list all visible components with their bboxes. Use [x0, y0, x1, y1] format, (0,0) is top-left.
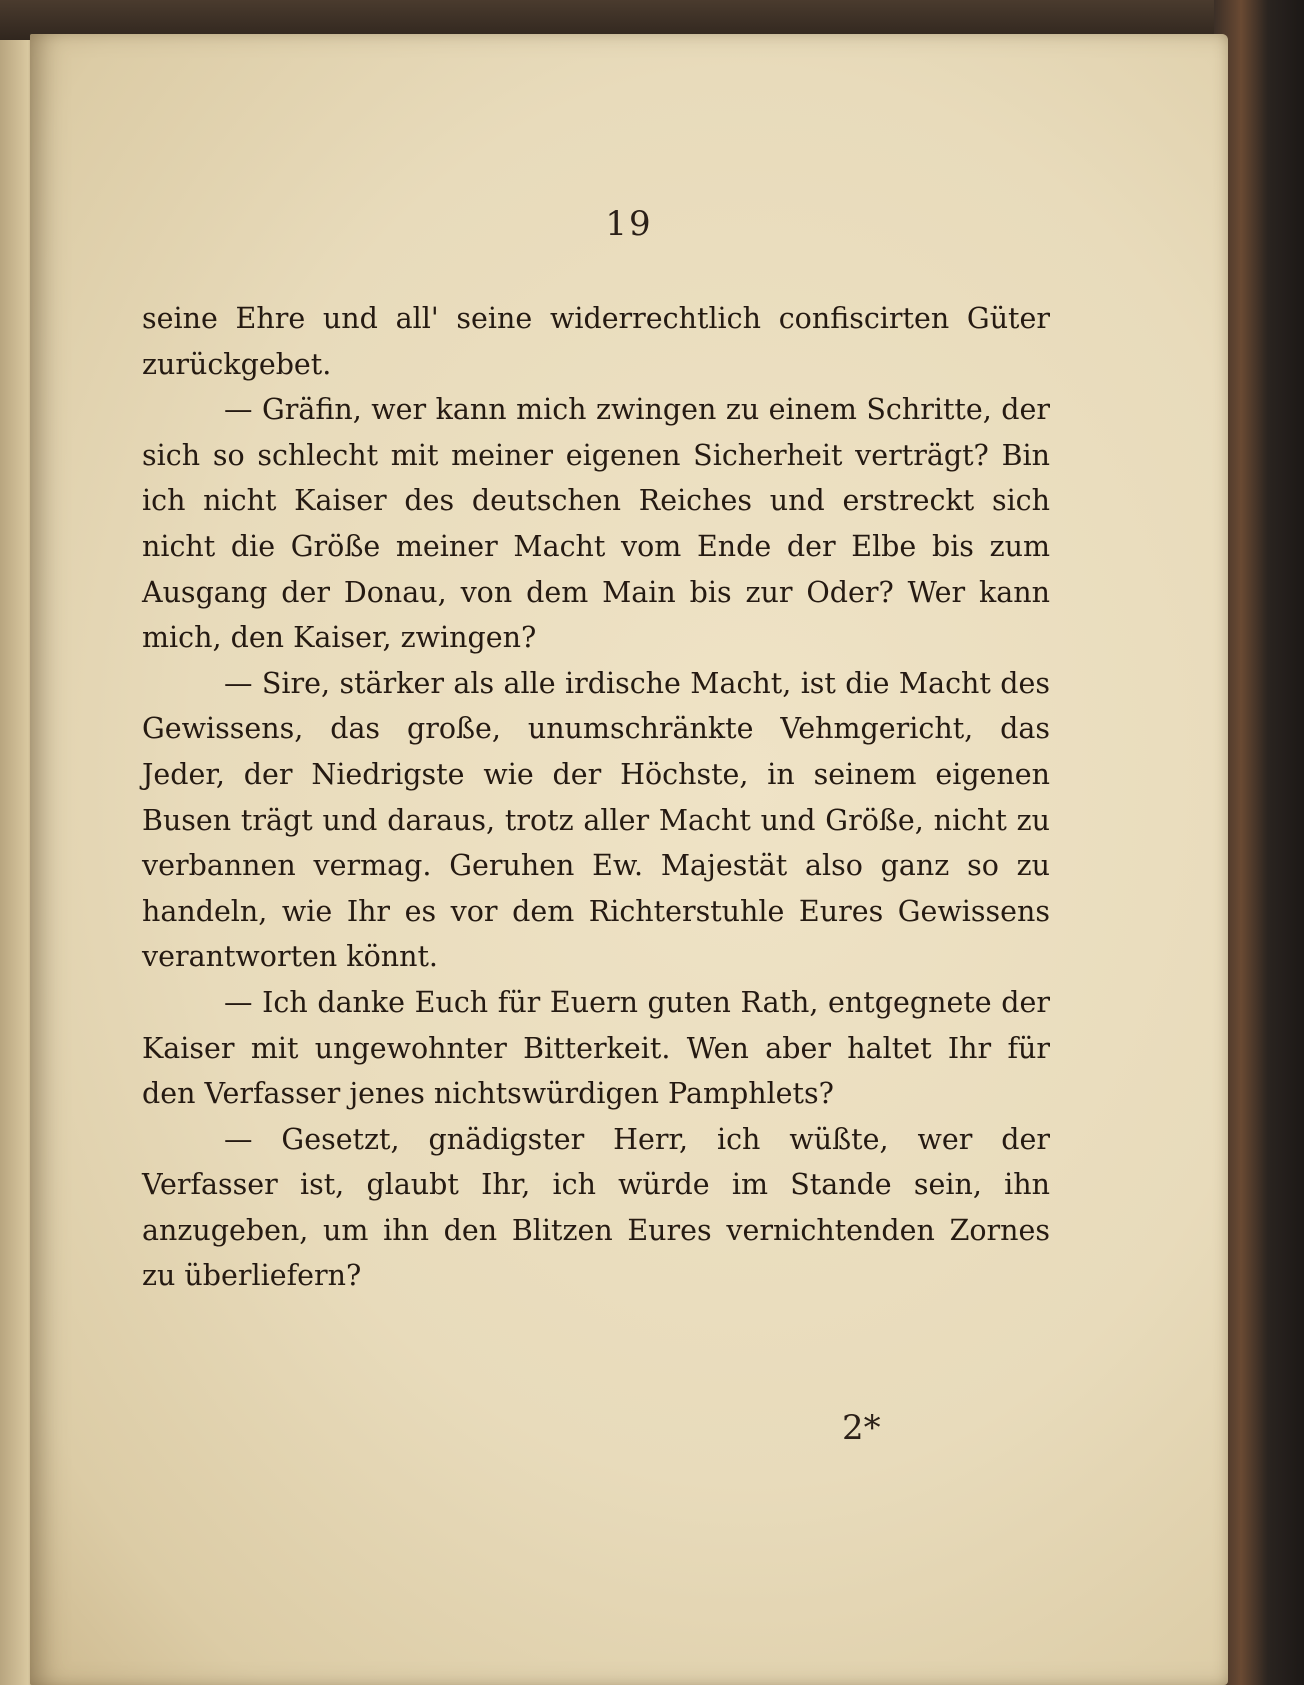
paragraph-1: seine Ehre und all' seine widerrechtlich confiscirten Güter zurückgebet.	[142, 302, 1050, 381]
paragraph-5: — Gesetzt, gnädigster Herr, ich wüßte, wer der Verfasser ist, glaubt Ihr, ich würde im Stande sein, ihn anzugeben, um ihn den Blitzen Eures vernichtenden Zornes zu überliefern?	[142, 1122, 1050, 1293]
book-page	[30, 34, 1228, 1685]
page-body-text	[142, 296, 1050, 1299]
paragraph-2: — Gräfin, wer kann mich zwingen zu einem Schritte, der sich so schlecht mit meiner eigenen Sicherheit verträgt? Bin ich nicht Kaiser des deutschen Reiches und erstreckt sich nicht die Größe meiner Macht vom Ende der Elbe bis zum Ausgang der Donau, von dem Main bis zur Oder? Wer kann mich, den Kaiser, zwingen?	[142, 393, 1050, 655]
signature-mark: 2*	[842, 1408, 881, 1448]
paragraph-3: — Sire, stärker als alle irdische Macht, ist die Macht des Gewissens, das große, unumschränkte Vehmgericht, das Jeder, der Niedrigste wie der Höchste, in seinem eigenen Busen trägt und daraus, trotz aller Macht und Größe, nicht zu verbannen vermag. Geruhen Ew. Majestät also ganz so zu handeln, wie Ihr es vor dem Richterstuhle Eures Gewissens verantworten könnt.	[142, 666, 1050, 974]
page-number: 19	[605, 204, 653, 244]
paragraph-4: — Ich danke Euch für Euern guten Rath, entgegnete der Kaiser mit ungewohnter Bitterkeit. Wen aber haltet Ihr für den Verfasser jenes nichtswürdigen Pamphlets?	[142, 985, 1050, 1111]
